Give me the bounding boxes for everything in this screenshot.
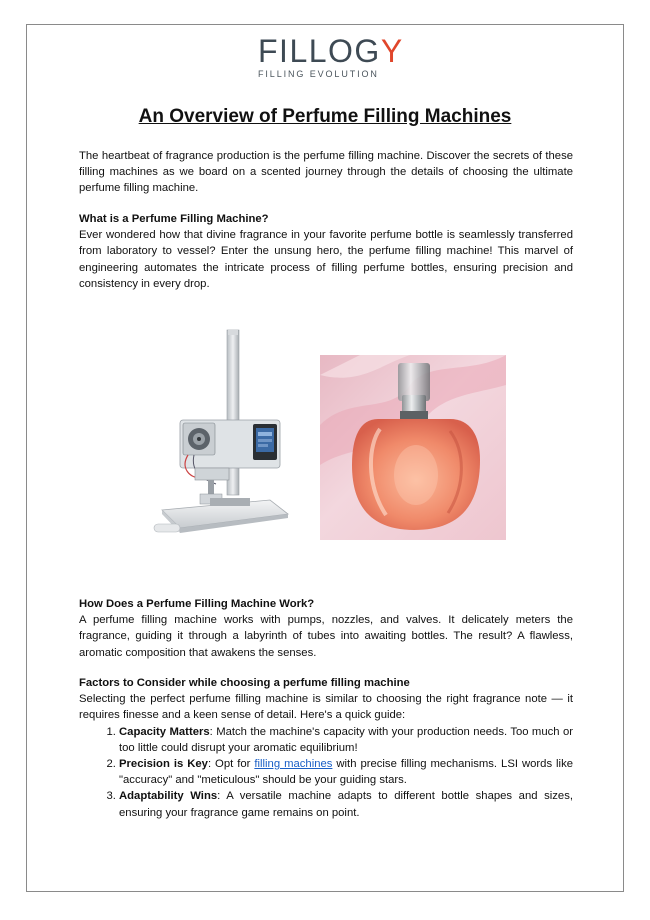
section-factors — [79, 675, 573, 821]
section-how-works — [79, 596, 573, 661]
logo-tagline: FILLING EVOLUTION — [258, 69, 379, 79]
intro-paragraph: The heartbeat of fragrance production is the perfume filling machine. Discover the secrets of these filling machines as we board on a scented journey through the details of choosing the ultimate perfume filling machine. — [79, 150, 573, 195]
perfume-bottle-image — [320, 355, 506, 540]
section-text: Ever wondered how that divine fragrance in your favorite perfume bottle is seamlessly transferred from laboratory to vessel? Enter the unsung hero, the perfume filling machine! This marvel of engineering automates the intricate process of filling perfume bottles, ensuring precision and consistency in every drop. — [79, 229, 573, 290]
page-title: An Overview of Perfume Filling Machines — [138, 106, 512, 127]
filling-machine-image — [150, 328, 290, 543]
section-heading: How Does a Perfume Filling Machine Work? — [79, 598, 315, 610]
factors-list — [79, 724, 573, 821]
filling-machines-link[interactable]: filling machines — [254, 758, 333, 771]
section-intro: Selecting the perfect perfume filling machine is similar to choosing the right fragrance note — it requires finesse and a keen sense of detail. Here's a quick guide: — [79, 693, 573, 722]
list-item: 3. Adaptability Wins: A versatile machine adapts to different bottle shapes and sizes, ensuring your fragrance game remains on point. — [119, 788, 573, 820]
section-what-is — [79, 211, 573, 292]
list-item: 2. Precision is Key: Opt for filling machines with precise filling mechanisms. LSI words like "accuracy" and "meticulous" should be your guiding stars. — [119, 756, 573, 788]
section-heading: Factors to Consider while choosing a perfume filling machine — [79, 677, 410, 689]
section-heading: What is a Perfume Filling Machine? — [79, 213, 269, 225]
logo-wordmark: FILLOGY — [258, 33, 404, 69]
fillogy-logo — [258, 33, 404, 79]
section-text: A perfume filling machine works with pumps, nozzles, and valves. It delicately meters the fragrance, guiding it through a labyrinth of tubes into awaiting bottles. The result? A flawless, aromatic composition that awakens the senses. — [79, 614, 573, 659]
list-item: 1. Capacity Matters: Match the machine's capacity with your production needs. Too much or too little could disrupt your aromatic equilibrium! — [119, 724, 573, 756]
